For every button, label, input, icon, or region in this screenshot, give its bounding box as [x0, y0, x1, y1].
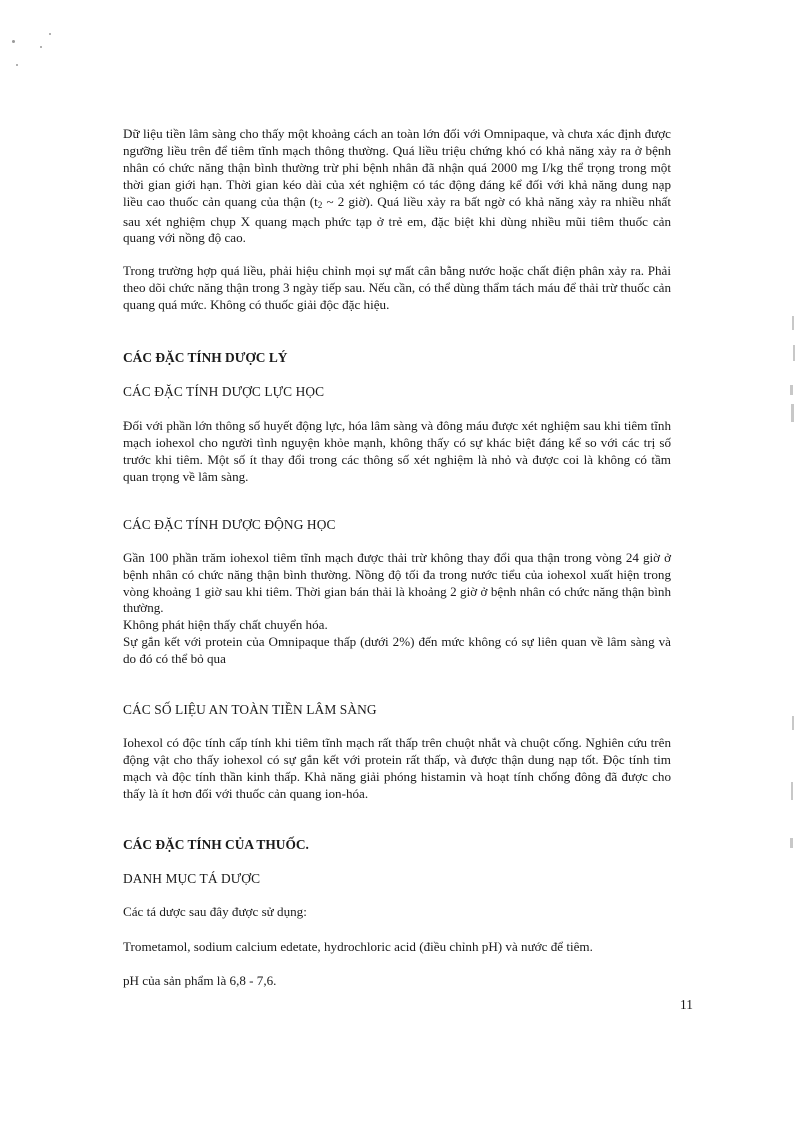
heading-pharmacodynamics: CÁC ĐẶC TÍNH DƯỢC LỰC HỌC	[123, 384, 325, 400]
heading-pharmacology: CÁC ĐẶC TÍNH DƯỢC LÝ	[123, 350, 288, 366]
half-life-subscript: 2	[317, 199, 323, 210]
pharmacokinetics-metabolite-line: Không phát hiện thấy chất chuyển hóa.	[123, 617, 328, 633]
scan-edge-mark	[793, 345, 795, 361]
overdose-paragraph-1	[123, 126, 671, 247]
heading-excipients: DANH MỤC TÁ DƯỢC	[123, 870, 261, 886]
overdose-paragraph-2: Trong trường hợp quá liều, phải hiệu chỉnh mọi sự mất cân bằng nước hoặc chất điện phân xảy ra. Phải theo dõi chức năng thận trong 3 ngày tiếp sau. Nếu cần, có thể dùng thẩm tách máu để thải trừ thuốc cản quang quá mức. Không có thuốc giải độc đặc hiệu.	[123, 263, 671, 313]
scan-speck	[12, 40, 15, 43]
scan-edge-mark	[792, 716, 794, 730]
overdose-text-part-2: ~ 2 giờ). Quá liều xảy ra bất ngờ có khả năng xảy ra nhiều nhất sau xét nghiệm chụp X quang mạch phức tạp ở trẻ em, đặc biệt khi dùng nhiều mũi tiêm thuốc cản quang với nồng độ cao.	[123, 193, 671, 246]
heading-preclinical-safety: CÁC SỐ LIỆU AN TOÀN TIỀN LÂM SÀNG	[123, 702, 377, 718]
product-ph: pH của sản phẩm là 6,8 - 7,6.	[123, 973, 277, 989]
page-content	[123, 126, 671, 990]
pharmacodynamics-paragraph: Đối với phần lớn thông số huyết động lực, hóa lâm sàng và đông máu được xét nghiệm sau khi tiêm tĩnh mạch iohexol cho người tình nguyện khỏe mạnh, không thấy có sự khác biệt đáng kể so với các trị số trước khi tiêm. Một số ít thay đổi trong các thông số xét nghiệm là nhỏ và được coi là không có tầm quan trọng về lâm sàng.	[123, 418, 671, 484]
excipients-intro: Các tá dược sau đây được sử dụng:	[123, 903, 307, 919]
scan-speck	[40, 46, 42, 48]
heading-pharmacokinetics: CÁC ĐẶC TÍNH DƯỢC ĐỘNG HỌC	[123, 516, 336, 532]
page-number: 11	[680, 997, 693, 1012]
preclinical-safety-paragraph: Iohexol có độc tính cấp tính khi tiêm tĩnh mạch rất thấp trên chuột nhắt và chuột cống. Nghiên cứu trên động vật cho thấy iohexol có sự gắn kết với protein rất thấp, và được thận dung nạp tốt. Độc tính tim mạch và độc tính thần kinh thấp. Khả năng giải phóng histamin và hoạt tính chống đông đã được cho thấy là ít hơn đối với thuốc cản quang ion-hóa.	[123, 735, 671, 801]
pharmacokinetics-paragraph: Gần 100 phần trăm iohexol tiêm tĩnh mạch được thải trừ không thay đổi qua thận trong vòng 24 giờ ở bệnh nhân có chức năng thận bình thường. Nồng độ tối đa trong nước tiểu của iohexol xuất hiện trong vòng khoảng 1 giờ sau khi tiêm. Thời gian bán thải là khoảng 2 giờ ở bệnh nhân có chức năng thận bình thường.	[123, 549, 671, 616]
scan-edge-mark	[791, 782, 793, 800]
scan-speck	[49, 33, 51, 35]
scan-edge-mark	[792, 316, 794, 330]
scan-edge-mark	[790, 385, 793, 395]
pharmacokinetics-protein-binding: Sự gắn kết với protein của Omnipaque thấp (dưới 2%) đến mức không có sự liên quan về lâm sàng và do đó có thể bỏ qua	[123, 634, 671, 667]
excipients-list: Trometamol, sodium calcium edetate, hydrochloric acid (điều chỉnh pH) và nước để tiêm.	[123, 938, 593, 954]
scan-edge-mark	[790, 838, 793, 848]
scan-speck	[16, 64, 18, 66]
heading-drug-properties: CÁC ĐẶC TÍNH CỦA THUỐC.	[123, 836, 309, 852]
scan-edge-mark	[791, 404, 794, 422]
overdose-text-part-1: Dữ liệu tiền lâm sàng cho thấy một khoảng cách an toàn lớn đối với Omnipaque, và chưa xác định được ngưỡng liều trên để tiêm tĩnh mạch thông thường. Quá liều triệu chứng khó có khả năng xảy ra ở bệnh nhân có chức năng thận bình thường trừ phi bệnh nhân đã nhận quá 2000 mg I/kg thể trọng trong một thời gian giới hạn. Thời gian kéo dài của xét nghiệm có tác động đáng kể đối với khả năng dung nạp liều cao thuốc cản quang của thận (t	[123, 126, 671, 209]
